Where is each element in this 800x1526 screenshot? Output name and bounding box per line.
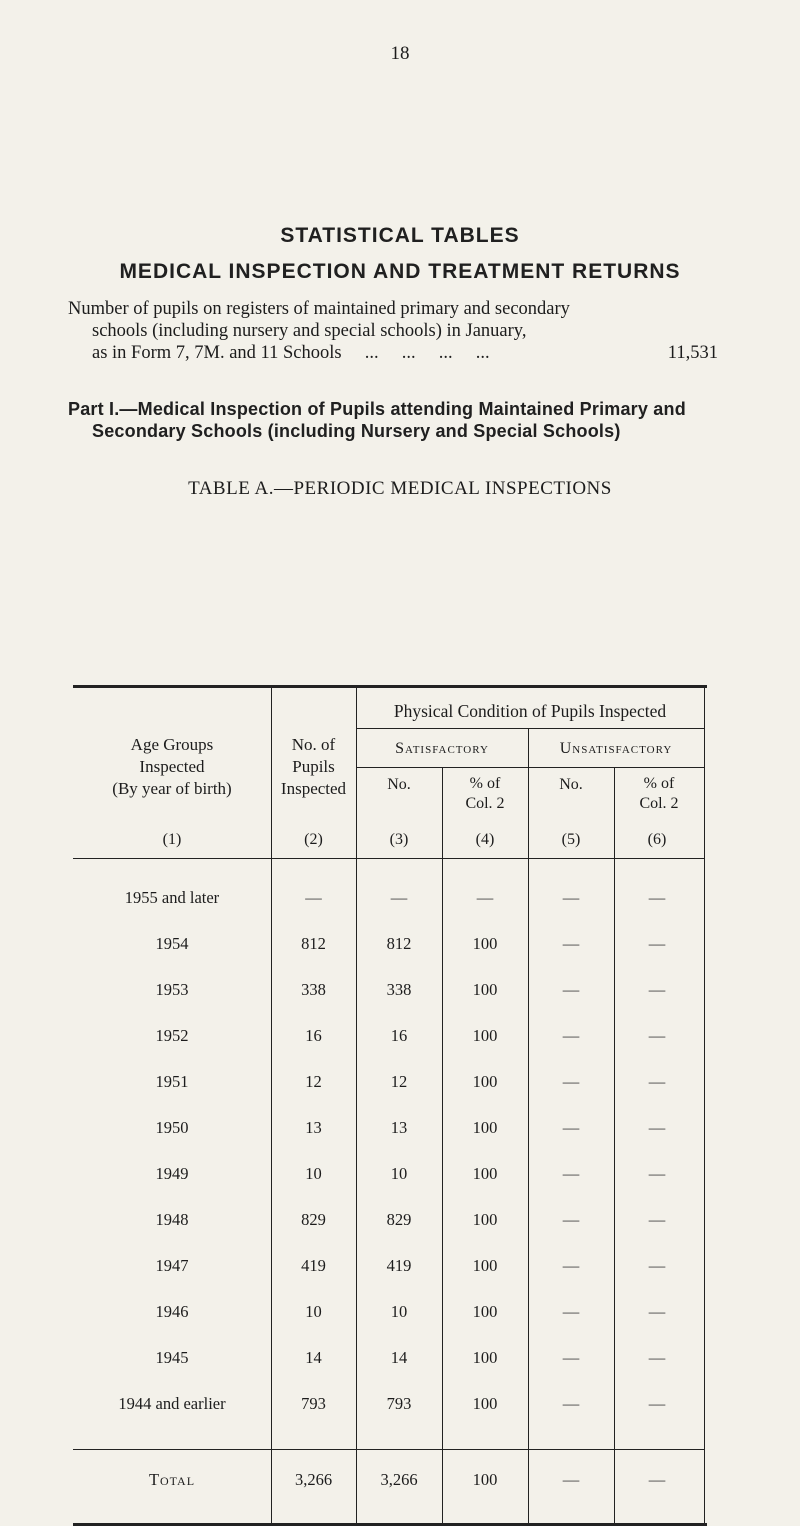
document-subtitle: MEDICAL INSPECTION AND TREATMENT RETURNS — [119, 260, 681, 283]
sat-pct-header — [442, 774, 528, 814]
total-sat-pct-cell: 100 — [472, 1470, 498, 1489]
unsat-no-cell: — — [562, 1210, 580, 1229]
table-row — [73, 888, 707, 910]
total-unsat-no-cell: — — [562, 1470, 580, 1489]
unsat-no-cell: — — [562, 1394, 580, 1413]
col-number-5: (5) — [561, 831, 581, 848]
inspected-cell: 338 — [301, 980, 326, 999]
sat-pct-header-line-1: % of — [469, 775, 501, 792]
sat-no-cell: 793 — [386, 1394, 412, 1413]
table-row — [73, 1302, 707, 1324]
col-number-4: (4) — [475, 831, 495, 848]
sat-pct-cell: 100 — [472, 1256, 498, 1275]
pupils-inspected-header — [271, 734, 356, 800]
age-group-cell: 1944 and earlier — [118, 1394, 226, 1413]
inspected-cell: 14 — [305, 1348, 322, 1367]
age-group-cell: 1946 — [155, 1302, 189, 1321]
unsat-no-cell: — — [562, 1164, 580, 1183]
unsat-pct-cell: — — [648, 1072, 666, 1091]
satisfactory-header: Satisfactory — [395, 740, 489, 757]
part-title-line-2: Secondary Schools (including Nursery and Special Schools) — [92, 421, 621, 441]
unsat-no-cell: — — [562, 1348, 580, 1367]
unsat-no-cell: — — [562, 1072, 580, 1091]
unsat-no-cell: — — [562, 1026, 580, 1045]
unsat-pct-cell: — — [648, 980, 666, 999]
total-label: Total — [148, 1470, 196, 1489]
table-top-rule — [73, 685, 707, 688]
age-group-cell: 1951 — [155, 1072, 189, 1091]
col-number-1: (1) — [162, 831, 182, 848]
total-unsat-pct-cell: — — [648, 1470, 666, 1489]
col-number-3: (3) — [389, 831, 409, 848]
sat-no-cell: 419 — [386, 1256, 412, 1275]
table-row — [73, 1118, 707, 1140]
inspected-cell: 16 — [305, 1026, 322, 1045]
sat-pct-header-line-2: Col. 2 — [465, 795, 505, 812]
column-numbers-row — [73, 831, 707, 853]
inspected-cell: 419 — [301, 1256, 326, 1275]
intro-line-3-text: as in Form 7, 7M. and 11 Schools ... ... ... ... — [92, 343, 490, 363]
age-groups-header — [73, 734, 271, 800]
unsat-pct-header-line-1: % of — [643, 775, 675, 792]
age-group-cell: 1950 — [155, 1118, 189, 1137]
unsat-no-cell: — — [562, 934, 580, 953]
age-header-line-3: (By year of birth) — [112, 779, 232, 798]
unsatisfactory-header: Unsatisfactory — [559, 740, 673, 757]
unsat-pct-cell: — — [648, 1302, 666, 1321]
sat-pct-cell: 100 — [472, 1026, 498, 1045]
age-group-cell: 1954 — [155, 934, 189, 953]
document-title: STATISTICAL TABLES — [280, 224, 520, 247]
unsat-pct-cell: — — [648, 1394, 666, 1413]
total-top-rule — [73, 1449, 704, 1450]
unsat-no-header: No. — [559, 776, 583, 793]
unsat-pct-cell: — — [648, 1164, 666, 1183]
periodic-inspections-table — [73, 512, 707, 1524]
table-row — [73, 1210, 707, 1232]
sat-pct-cell: 100 — [472, 1118, 498, 1137]
inspected-cell: — — [305, 888, 322, 907]
pupils-header-line-1: No. of — [291, 735, 336, 754]
page-number: 18 — [390, 43, 410, 64]
sat-no-cell: 338 — [386, 980, 412, 999]
table-row — [73, 934, 707, 956]
part-title-line-1: Part I.—Medical Inspection of Pupils attending Maintained Primary and — [68, 399, 686, 419]
table-row — [73, 1394, 707, 1416]
inspected-cell: 10 — [305, 1302, 322, 1321]
table-row — [73, 1072, 707, 1094]
sat-pct-cell: 100 — [472, 1348, 498, 1367]
sat-no-cell: 13 — [390, 1118, 408, 1137]
age-group-cell: 1948 — [155, 1210, 189, 1229]
total-sat-no-cell: 3,266 — [380, 1470, 418, 1489]
col-number-2: (2) — [304, 831, 323, 848]
age-header-line-1: Age Groups — [130, 735, 214, 754]
sat-no-cell: 14 — [390, 1348, 408, 1367]
physical-condition-header: Physical Condition of Pupils Inspected — [393, 701, 667, 721]
age-group-cell: 1947 — [155, 1256, 189, 1275]
inspected-cell: 829 — [301, 1210, 326, 1229]
satisfactory-rule — [356, 767, 704, 768]
table-title: TABLE A.—PERIODIC MEDICAL INSPECTIONS — [188, 478, 612, 499]
unsat-pct-cell: — — [648, 1256, 666, 1275]
inspected-cell: 793 — [301, 1394, 326, 1413]
sat-no-cell: 16 — [390, 1026, 408, 1045]
unsat-no-cell: — — [562, 1302, 580, 1321]
sat-pct-cell: 100 — [472, 1302, 498, 1321]
inspected-cell: 10 — [305, 1164, 322, 1183]
sat-pct-cell: 100 — [472, 1394, 498, 1413]
unsat-pct-header-line-2: Col. 2 — [639, 795, 679, 812]
pupils-on-register-value: 11,531 — [667, 343, 718, 363]
sat-pct-cell: 100 — [472, 980, 498, 999]
age-group-cell: 1952 — [155, 1026, 189, 1045]
sat-no-cell: 829 — [386, 1210, 412, 1229]
physical-condition-rule — [356, 728, 704, 729]
unsat-pct-cell: — — [648, 1026, 666, 1045]
intro-line-1: Number of pupils on registers of maintained primary and secondary — [68, 299, 570, 319]
age-group-cell: 1955 and later — [124, 888, 220, 907]
unsat-pct-cell: — — [648, 934, 666, 953]
table-row — [73, 980, 707, 1002]
sat-pct-cell: — — [476, 888, 494, 907]
age-group-cell: 1945 — [155, 1348, 189, 1367]
sat-no-cell: — — [390, 888, 408, 907]
sat-pct-cell: 100 — [472, 1072, 498, 1091]
inspected-cell: 12 — [305, 1072, 322, 1091]
intro-line-3 — [68, 342, 718, 364]
pupils-header-line-3: Inspected — [280, 779, 347, 798]
unsat-no-cell: — — [562, 1256, 580, 1275]
part-title — [68, 398, 744, 442]
intro-paragraph — [68, 298, 718, 364]
unsat-pct-cell: — — [648, 1210, 666, 1229]
sat-no-cell: 10 — [390, 1302, 408, 1321]
sat-no-header: No. — [387, 776, 411, 793]
age-header-line-2: Inspected — [139, 757, 205, 776]
table-row — [73, 1164, 707, 1186]
total-row — [73, 1470, 707, 1492]
header-bottom-rule — [73, 858, 704, 859]
sat-pct-cell: 100 — [472, 1210, 498, 1229]
unsat-no-cell: — — [562, 1118, 580, 1137]
age-group-cell: 1949 — [155, 1164, 189, 1183]
col-number-6: (6) — [647, 831, 667, 848]
inspected-cell: 13 — [305, 1118, 322, 1137]
sat-no-cell: 812 — [386, 934, 412, 953]
unsat-pct-cell: — — [648, 888, 666, 907]
total-inspected-cell: 3,266 — [294, 1470, 333, 1489]
intro-line-2: schools (including nursery and special schools) in January, — [92, 321, 527, 341]
sat-pct-cell: 100 — [472, 934, 498, 953]
unsat-no-cell: — — [562, 980, 580, 999]
table-row — [73, 1026, 707, 1048]
sat-pct-cell: 100 — [472, 1164, 498, 1183]
unsat-pct-cell: — — [648, 1348, 666, 1367]
table-row — [73, 1348, 707, 1370]
sat-no-cell: 10 — [390, 1164, 408, 1183]
unsat-no-cell: — — [562, 888, 580, 907]
table-row — [73, 1256, 707, 1278]
unsat-pct-header — [614, 774, 704, 814]
inspected-cell: 812 — [301, 934, 326, 953]
age-group-cell: 1953 — [155, 980, 189, 999]
sat-no-cell: 12 — [390, 1072, 408, 1091]
unsat-pct-cell: — — [648, 1118, 666, 1137]
pupils-header-line-2: Pupils — [292, 757, 335, 776]
